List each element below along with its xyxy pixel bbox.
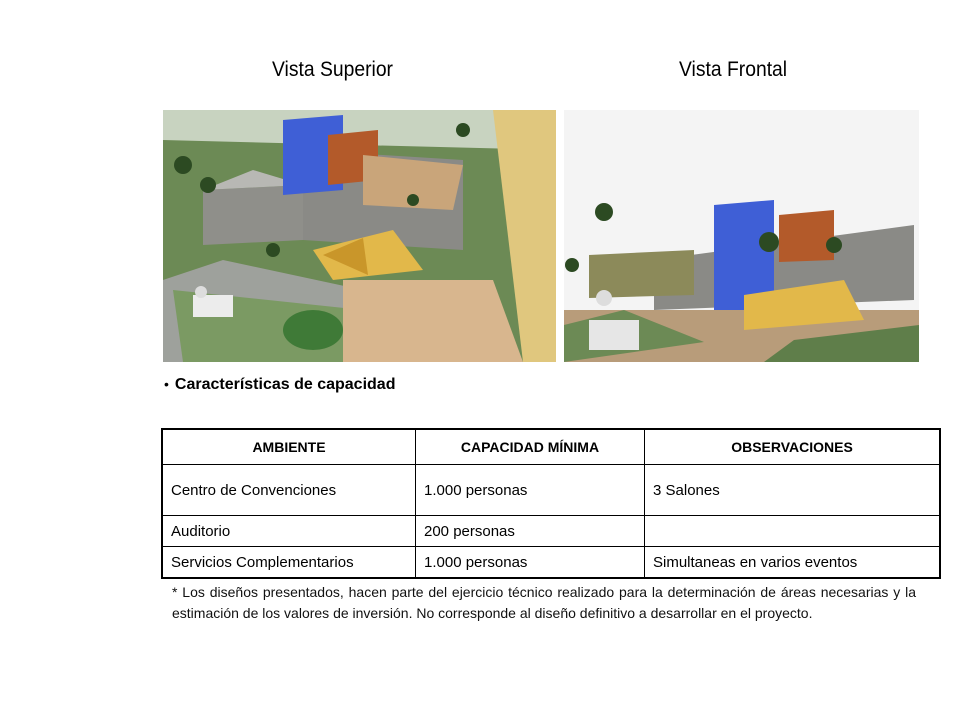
cell-observaciones [645, 516, 941, 547]
header-ambiente: AMBIENTE [162, 429, 416, 465]
section-title-text: Características de capacidad [174, 376, 396, 393]
top-view-image [163, 110, 556, 362]
footnote: * Los diseños presentados, hacen parte del ejercicio técnico realizado para la determinación de áreas necesarias y la estimación de los valores de inversión. No corresponde al diseño definitivo a desarrollar en el proyecto. [172, 584, 916, 621]
table-header-row [162, 429, 940, 465]
cell-observaciones: 3 Salones [645, 465, 941, 516]
cell-ambiente: Centro de Convenciones [162, 465, 416, 516]
capacity-table [161, 428, 941, 579]
table-row [162, 465, 940, 516]
bullet-icon: • [164, 376, 169, 392]
top-view-title: Vista Superior [272, 58, 394, 81]
header-capacidad: CAPACIDAD MÍNIMA [416, 429, 645, 465]
cell-capacidad: 1.000 personas [416, 547, 645, 579]
front-view-image [564, 110, 919, 362]
table-row [162, 516, 940, 547]
cell-observaciones: Simultaneas en varios eventos [645, 547, 941, 579]
cell-ambiente: Auditorio [162, 516, 416, 547]
header-observaciones: OBSERVACIONES [645, 429, 941, 465]
cell-capacidad: 1.000 personas [416, 465, 645, 516]
cell-capacidad: 200 personas [416, 516, 645, 547]
table-row [162, 547, 940, 579]
capacity-section-title [164, 376, 395, 394]
cell-ambiente: Servicios Complementarios [162, 547, 416, 579]
front-view-title: Vista Frontal [679, 58, 788, 81]
